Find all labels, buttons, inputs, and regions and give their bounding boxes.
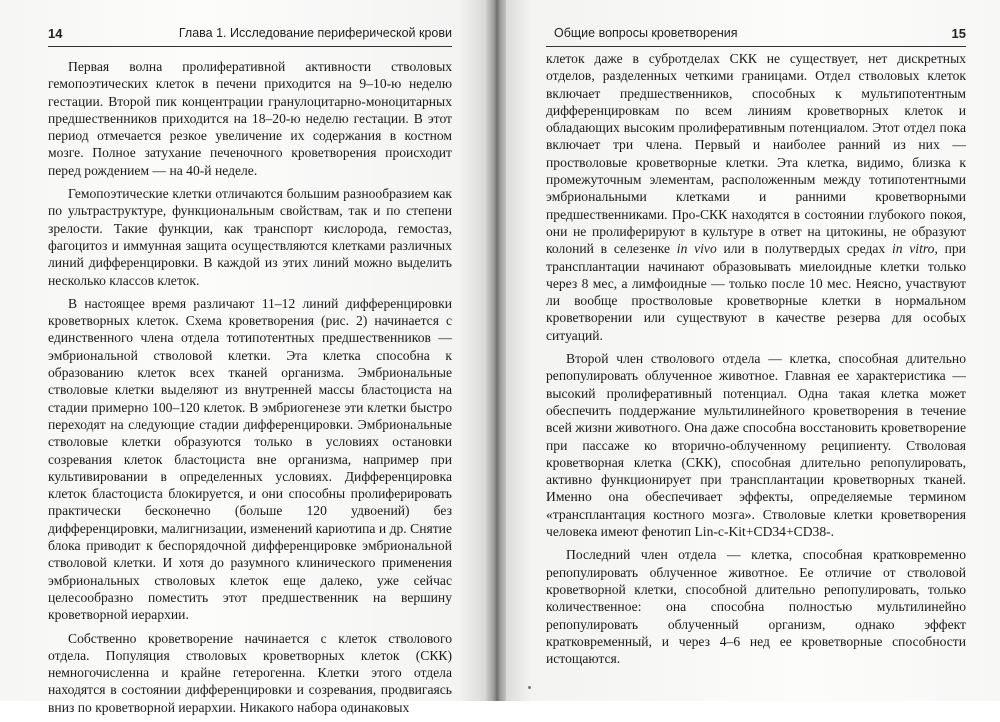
paragraph-text: клеток даже в субротделах СКК не существует, нет дискретных отделов, разделенных четкими границами. Отдел стволовых клеток включает предшественников, способных к мультипотентным дифференцировкам по всем линиям кроветворных клеток и обладающих высоким пролиферативным потенциалом. Этот отдел пока включает три члена. Первый и наиболее ранний из них — простволовые кроветворные клетки. Эта клетка, видимо, близка к промежуточным элементам, расположенным между тотипотентными эмбриональными клетками и ранними кроветворными предшественниками. Про-СКК находятся в состоянии глубокого покоя, они не пролиферируют в культуре в ответ на цитокины, не образуют колоний в селезенке (546, 51, 966, 257)
book-gutter (486, 0, 508, 701)
left-page (0, 0, 488, 715)
latin-term: in vivo (676, 241, 717, 257)
paragraph: Гемопоэтические клетки отличаются большим разнообразием как по ультраструктуре, функциональным свойствам, так и по степени зрелости. Такие функции, как транспорт кислорода, гемостаз, фагоцитоз и иммунная защита осуществляются клетками различных линий дифференцировки. В каждой из этих линий можно выделить несколько классов клеток. (48, 186, 452, 288)
right-body-text (546, 50, 966, 673)
left-body-text (48, 58, 452, 722)
paragraph: В настоящее время различают 11–12 линий дифференцировки кроветворных клеток. Схема кроветворения (рис. 2) начинается с единственного члена отдела тотипотентных предшественников — эмбриональной стволовой клетки. Эта клетка способна к образованию клеток всех тканей организма. Эмбриональные стволовые клетки выделяют из внутренней массы бластоциста на стадии примерно 100–120 клеток. В эмбриогенезе эти клетки быстро переходят на следующие стадии дифференцировки. Эмбриональные стволовые клетки образуются только в условиях остановки созревания клеток бластоциста вне организма, например при культивировании в определенных условиях. Дифференцировка клеток бластоциста блокируется, и они способны пролиферировать практически бесконечно (больше 120 удвоений) без дифференцировки, малигнизации, изменений кариотипа и др. Снятие блока приводит к беспорядочной дифференцировке эмбриональной стволовой клетки. И хотя до разумного клинического применения эмбриональных стволовых клеток еще далеко, уже сейчас целесообразно поместить этот предшественник на вершину кроветворной иерархии. (48, 295, 452, 623)
header-rule-left (48, 46, 452, 47)
section-title: Общие вопросы кроветворения (554, 26, 738, 40)
page-number-left: 14 (48, 26, 63, 41)
paragraph: Первая волна пролиферативной активности стволовых гемопоэтических клеток в печени приходится на 9–10-ю неделю гестации. Второй пик концентрации гранулоцитарно-моноцитарных предшественников приходится на 18–20-ю неделю гестации. В этот период отмечается резкое увеличение их содержания в костном мозге. Полное затухание печеночного кроветворения происходит перед рождением — на 40-й неделе. (48, 59, 452, 178)
paragraph-text: , при трансплантации начинают образовывать миелоидные клетки только через 8 мес, а лимфоидные — только после 10 мес. Неясно, участвуют ли вообще простволовые кроветворные клетки в нормальном кроветворении или существуют в качестве резерва для особых ситуаций. (546, 241, 966, 343)
paragraph (546, 50, 966, 344)
page-number-right: 15 (951, 26, 966, 41)
left-running-head (48, 26, 452, 46)
paper-speck (528, 686, 531, 689)
paragraph: Второй член стволового отдела — клетка, способная длительно репопулировать облученное животное. Главная ее характеристика — высокий пролиферативный потенциал. Одна такая клетка может обеспечить поддержание мультилинейного кроветворения в течение всей жизни животного. Она даже способна восстановить кроветворение при пассаже ко вторично-облученному реципиенту. Стволовая кроветворная клетка (СКК), способная длительно репопулировать, активно функционирует при трансплантации кроветворных тканей. Именно она обеспечивает эффекты, определяемые термином «трансплантация костного мозга». Стволовые клетки кроветворения человека имеют фенотип Lin-c-Kit+CD34+CD38-. (546, 351, 966, 540)
header-rule-right (546, 46, 966, 47)
right-running-head (554, 26, 966, 46)
latin-term: in vitro (891, 241, 935, 257)
paragraph: Последний член отдела — клетка, способная кратковременно репопулировать облученное животное. Ее отличие от стволовой кроветворной клетки, способной длительно репопулировать, только количественное: она способна полностью мультилинейно репопулировать облученный организм, однако эффект кратковременный, и через 4–6 нед ее кроветворные способности истощаются. (546, 547, 966, 667)
right-page (506, 0, 1000, 701)
paragraph-text: или в полутвердых средах (723, 241, 886, 257)
paragraph: Собственно кроветворение начинается с клеток стволового отдела. Популяция стволовых кроветворных клеток (СКК) немногочисленна и крайне гетерогенна. Клетки этого отдела находятся в состоянии дифференцировки и созревания, продвигаясь вниз по кроветворной иерархии. Никакого набора одинаковых (48, 630, 452, 715)
chapter-title: Глава 1. Исследование периферической крови (178, 26, 452, 40)
